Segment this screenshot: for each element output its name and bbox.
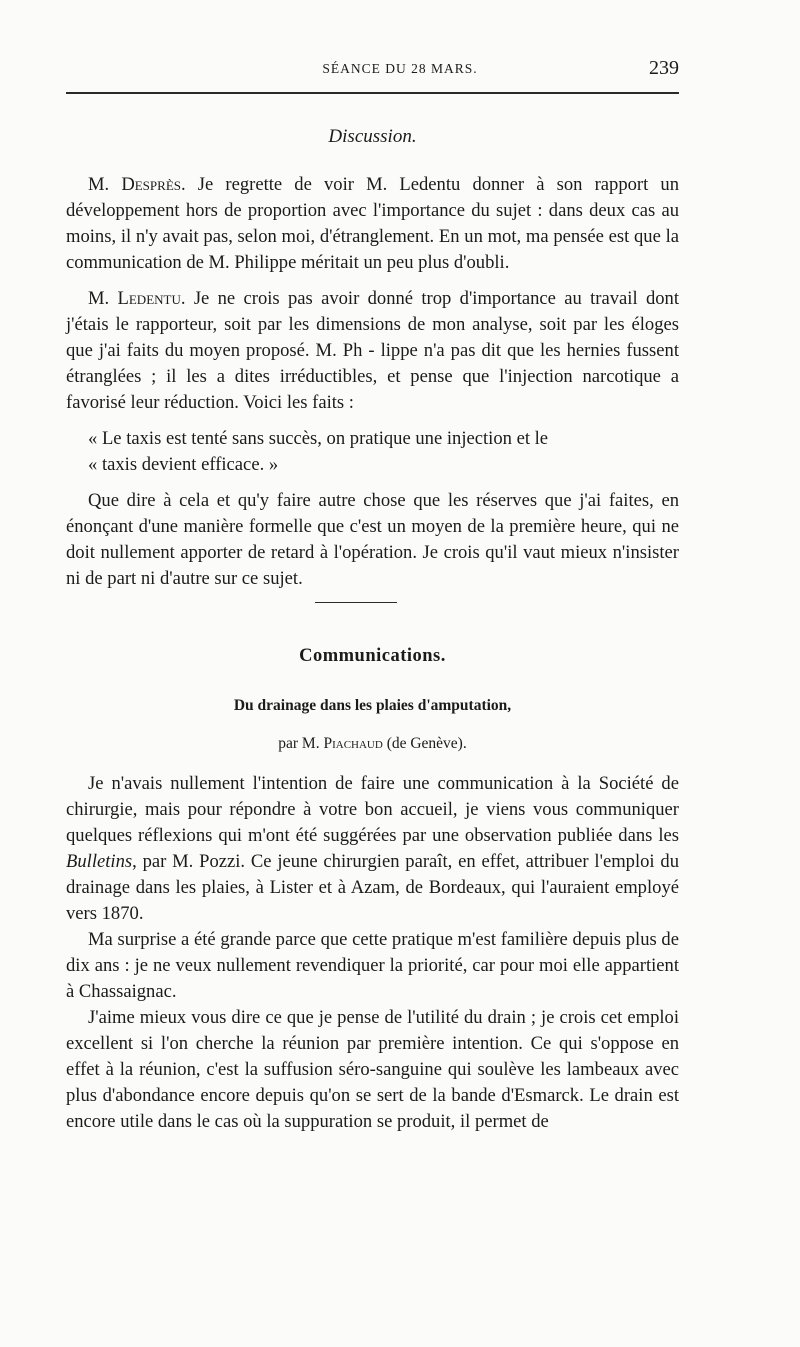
paragraph-surprise: Ma surprise a été grande parce que cette pratique m'est familière depuis plus de dix ans : je ne veux nullement revendiquer la priorité, car pour moi elle appartient à Chassaignac.: [66, 929, 679, 1002]
running-title: SÉANCE DU 28 MARS.: [322, 61, 478, 76]
paragraph-despres-text: Je regrette de voir M. Ledentu donner à son rapport un développement hors de proportion avec l'importance du sujet : dans deux cas au moins, il n'y avait pas, selon moi, d'étranglement. En un mot, ma pensée est que la communication de M. Philippe méritait un peu plus d'oubli.: [66, 174, 679, 273]
header-rule: [66, 92, 679, 94]
paragraph-conclusion: Que dire à cela et qu'y faire autre chose que les réserves que j'ai faites, en énonçant d'une manière formelle que c'est un moyen de la première heure, qui ne doit nullement apporter de retard à l'opération. Je crois qu'il vaut mieux n'insister ni de part ni d'autre sur ce sujet.: [66, 490, 679, 589]
speaker-despres: M. Desprès.: [88, 174, 186, 195]
page-number: 239: [649, 57, 679, 79]
paragraph-intro-b: , par M. Pozzi. Ce jeune chirurgien paraît, en effet, attribuer l'emploi du drainage dans les plaies, à Lister et à Azam, de Bordeaux, qui l'auraient employé vers 1870.: [66, 851, 679, 924]
byline-prefix: par M.: [278, 735, 324, 752]
paragraph-despres: [66, 172, 679, 276]
article-byline: [66, 731, 679, 757]
body-text: [66, 118, 679, 1135]
discussion-heading: Discussion.: [328, 126, 417, 147]
byline-suffix: (de Genève).: [382, 735, 467, 752]
paragraph-intro: [66, 771, 679, 927]
byline-author: Piachaud: [323, 735, 383, 752]
section-divider: [315, 602, 397, 603]
bulletins-title: Bulletins: [66, 851, 133, 872]
paragraph-ledentu: [66, 286, 679, 416]
speaker-ledentu: M. Ledentu.: [88, 288, 186, 309]
running-head: [0, 57, 800, 81]
paragraph-ledentu-text: Je ne crois pas avoir donné trop d'importance au travail dont j'étais le rapporteur, soit par les dimensions de mon analyse, soit par les éloges que j'ai faits du moyen proposé. M. Ph - lippe n'a pas dit que les hernies fussent étranglées ; il les a dites irréductibles, et pense que l'injection narcotique a favorisé leur réduction. Voici les faits :: [66, 288, 679, 413]
quoted-facts: [66, 426, 679, 478]
quote-line-2: « taxis devient efficace. »: [88, 454, 279, 475]
paragraph-intro-a: Je n'avais nullement l'intention de faire une communication à la Société de chirurgie, mais pour répondre à votre bon accueil, je viens vous communiquer quelques réflexions qui m'ont été suggérées par une observation publiée dans les: [66, 773, 679, 846]
communications-heading: Communications.: [299, 646, 446, 666]
paragraph-drain-utility: J'aime mieux vous dire ce que je pense de l'utilité du drain ; je crois cet emploi excellent si l'on cherche la réunion par première intention. Ce qui s'oppose en effet à la réunion, c'est la suffusion séro-sanguine qui soulève les lambeaux avec plus d'abondance encore depuis qu'on se sert de la bande d'Esmarck. Le drain est encore utile dans le cas où la suppuration se produit, il permet de: [66, 1007, 679, 1132]
quote-line-1: « Le taxis est tenté sans succès, on pratique une injection et le: [88, 428, 549, 449]
article-title: Du drainage dans les plaies d'amputation,: [233, 697, 512, 714]
